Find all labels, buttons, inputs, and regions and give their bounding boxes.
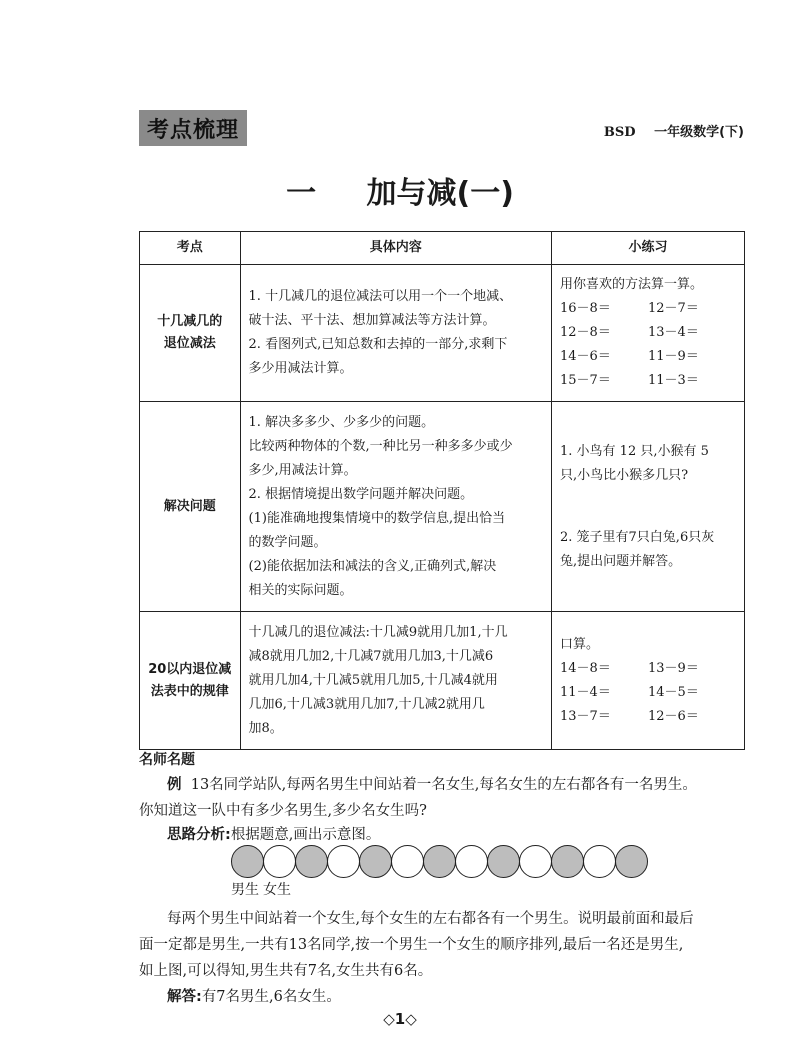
equation: 15－7＝ (560, 373, 611, 388)
chapter-name: 加与减(一) (366, 176, 514, 211)
equation-row (560, 705, 736, 729)
topic-line: 十几减几的 (157, 314, 223, 329)
content-line: 的数学问题。 (248, 534, 327, 550)
header-topic: 考点 (140, 232, 241, 265)
diagram-legend (231, 879, 295, 899)
boy-circle (487, 845, 520, 878)
practice-question: 兔,提出问题并解答。 (560, 553, 682, 569)
content-line: (2)能依据加法和减法的含义,正确列式,解决 (248, 558, 497, 574)
content-cell (240, 402, 551, 612)
explain-line: 面一定都是男生,一共有13名同学,按一个男生一个女生的顺序排列,最后一名还是男生, (139, 937, 684, 953)
content-line: 相关的实际问题。 (248, 582, 353, 598)
header-practice: 小练习 (552, 232, 745, 265)
answer-text: 有7名男生,6名女生。 (201, 989, 341, 1005)
content-cell (240, 612, 551, 750)
book-code: BSD (603, 125, 636, 140)
example-label: 例 (167, 777, 182, 793)
answer-paragraph (167, 984, 800, 1010)
book-title: 一年级数学(下) (654, 125, 744, 140)
header-content: 具体内容 (240, 232, 551, 265)
equation: 14－6＝ (560, 349, 611, 364)
boy-circle (615, 845, 648, 878)
topic-cell (140, 612, 241, 750)
page-number: ◇1◇ (383, 1010, 417, 1028)
equation: 12－8＝ (560, 325, 611, 340)
girl-circle (391, 845, 424, 878)
boy-circle (359, 845, 392, 878)
content-line: 十几减几的退位减法:十几减9就用几加1,十几 (248, 624, 508, 640)
content-cell (240, 265, 551, 402)
girl-circle (263, 845, 296, 878)
equation: 11－4＝ (560, 684, 611, 700)
topic-line: 法表中的规律 (150, 683, 229, 699)
content-line: 1. 十几减几的退位减法可以用一个一个地减、 (248, 289, 513, 304)
example-line-2: 你知道这一队中有多少名男生,多少名女生吗? (139, 803, 427, 819)
boy-circle (423, 845, 456, 878)
chapter-number: 一 (286, 176, 317, 211)
practice-cell (552, 265, 745, 402)
boy-circle (231, 845, 264, 878)
analysis-text: 根据题意,画出示意图。 (230, 827, 381, 843)
equation: 14－5＝ (648, 684, 699, 700)
queue-diagram (231, 845, 647, 878)
content-line: 破十法、平十法、想加算减法等方法计算。 (248, 313, 496, 328)
equation-row (560, 369, 736, 393)
equation: 12－6＝ (648, 708, 699, 724)
section-title: 名师名题 (139, 752, 195, 768)
content-line: 多少,用减法计算。 (248, 462, 357, 478)
legend-boy: 男生 (231, 882, 259, 898)
explain-line: 每两个男生中间站着一个女生,每个女生的左右都各有一个男生。说明最前面和最后 (167, 911, 694, 927)
explain-line: 如上图,可以得知,男生共有7名,女生共有6名。 (139, 963, 433, 979)
equation-row (560, 297, 736, 321)
girl-circle (583, 845, 616, 878)
content-line: 就用几加4,十几减5就用几加5,十几减4就用 (248, 672, 498, 688)
content-line: 1. 解决多多少、少多少的问题。 (248, 414, 435, 430)
chapter-title (0, 168, 800, 212)
equation: 11－3＝ (648, 373, 699, 388)
equation: 14－8＝ (560, 660, 611, 676)
practice-cell (552, 612, 745, 750)
topic-cell (140, 402, 241, 612)
girl-circle (519, 845, 552, 878)
content-line: 几加6,十几减3就用几加7,十几减2就用几 (248, 696, 485, 712)
table-row (140, 402, 745, 612)
equation: 11－9＝ (648, 349, 699, 364)
equation-row (560, 681, 736, 705)
practice-cell (552, 402, 745, 612)
answer-label: 解答: (167, 989, 202, 1005)
content-line: 比较两种物体的个数,一种比另一种多多少或少 (248, 438, 513, 454)
analysis-label: 思路分析: (167, 827, 231, 843)
content-line: 减8就用几加2,十几减7就用几加3,十几减6 (248, 648, 494, 664)
example-paragraph (139, 772, 779, 798)
content-line: 加8。 (248, 720, 283, 736)
practice-question: 只,小鸟比小猴多几只? (560, 467, 689, 483)
topic-line: 20以内退位减 (148, 661, 232, 677)
equation-row (560, 345, 736, 369)
example-line: 13名同学站队,每两名男生中间站着一名女生,每名女生的左右都各有一名男生。 (190, 777, 697, 793)
boy-circle (295, 845, 328, 878)
equation: 13－4＝ (648, 325, 699, 340)
content-line: 多少用减法计算。 (248, 361, 353, 376)
topic-cell (140, 265, 241, 402)
topic-line: 解决问题 (163, 498, 216, 514)
content-line: (1)能准确地搜集情境中的数学信息,提出恰当 (248, 510, 506, 526)
practice-intro: 口算。 (560, 636, 600, 652)
equation-row (560, 657, 736, 681)
legend-girl: 女生 (263, 882, 291, 898)
equation: 16－8＝ (560, 301, 611, 316)
equation: 13－7＝ (560, 708, 611, 724)
equation: 13－9＝ (648, 660, 699, 676)
girl-circle (455, 845, 488, 878)
girl-circle (327, 845, 360, 878)
topic-line: 退位减法 (163, 336, 216, 351)
review-table (139, 231, 745, 750)
equation-row (560, 321, 736, 345)
table-row (140, 265, 745, 402)
table-header-row (140, 232, 745, 265)
boy-circle (551, 845, 584, 878)
content-line: 2. 根据情境提出数学问题并解决问题。 (248, 486, 474, 502)
practice-intro: 用你喜欢的方法算一算。 (560, 277, 704, 292)
content-line: 2. 看图列式,已知总数和去掉的一部分,求剩下 (248, 337, 508, 352)
practice-question: 2. 笼子里有7只白兔,6只灰 (560, 529, 715, 545)
table-row (140, 612, 745, 750)
practice-question: 1. 小鸟有 12 只,小猴有 5 (560, 443, 709, 459)
section-tag: 考点梳理 (139, 110, 247, 146)
book-info (604, 121, 744, 140)
equation: 12－7＝ (648, 301, 699, 316)
